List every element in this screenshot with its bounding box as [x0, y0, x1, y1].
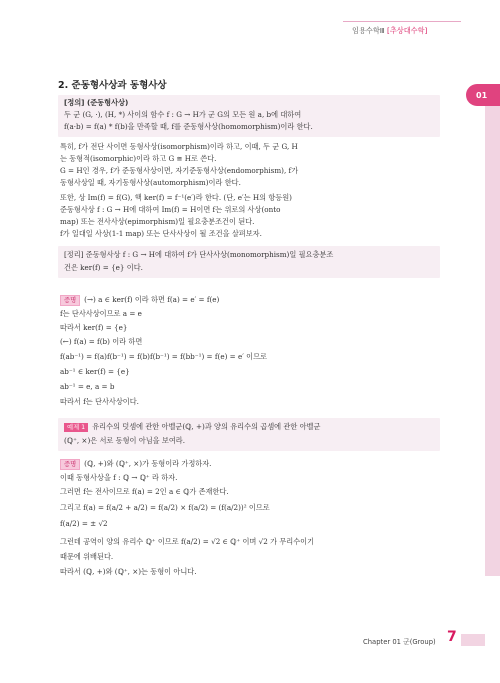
proof1-line: ab⁻¹ = e, a = b — [60, 382, 115, 391]
proof1-text: (→) a ∈ ker(f) 이라 하면 f(a) = e′ = f(e) — [84, 295, 220, 304]
proof2-text: (ℚ, +)와 (ℚ⁺, ×)가 동형이라 가정하자. — [84, 459, 212, 468]
example-text: 유리수의 덧셈에 관한 아벨군(ℚ, +)과 양의 유리수의 곱셈에 관한 아벨군 — [92, 422, 321, 431]
footer-accent-bar — [461, 634, 485, 646]
example-badge: 예제 1 — [64, 423, 88, 432]
definition-line-1: 두 군 (G, ·), (H, *) 사이의 함수 f : G → H가 군 G의 모든 원 a, b에 대하여 — [64, 110, 302, 119]
example-box — [58, 418, 440, 451]
running-header — [352, 26, 427, 36]
body-line: 또한, 상 Im(f) = f(G), 핵 ker(f) = f⁻¹(e′)라 한다. (단, e′는 H의 항등원) — [60, 193, 292, 202]
example-line-1 — [64, 422, 320, 432]
chapter-tab-badge: 01 — [466, 84, 500, 106]
proof-badge: 증명 — [60, 459, 80, 470]
theorem-box — [58, 246, 440, 278]
proof-badge: 증명 — [60, 295, 80, 306]
proof2-line: 그리고 f(a) = f(a/2 + a/2) = f(a/2) × f(a/2) = (f(a/2))² 이므로 — [60, 503, 270, 512]
footer-chapter: Chapter 01 군(Group) — [363, 638, 436, 646]
body-line: 는 동형적(isomorphic)이라 하고 G ≅ H로 쓴다. — [60, 154, 217, 163]
proof2-line-1 — [60, 459, 211, 470]
body-line: 동형사상일 때, 자기동형사상(automorphism)이라 한다. — [60, 178, 241, 187]
theorem-line-1: [정리] 준동형사상 f : G → H에 대하여 f가 단사사상(monomorphism)일 필요충분조 — [64, 250, 334, 259]
proof1-line-1 — [60, 295, 219, 306]
body-line: G = H인 경우, f가 준동형사상이면, 자기준동형사상(endomorphism), f가 — [60, 166, 299, 175]
theorem-line-2: 건은 ker(f) = {e} 이다. — [64, 263, 143, 272]
header-section: [추상대수학] — [387, 26, 428, 35]
body-line: 준동형사상 f : G → H에 대하여 Im(f) = H이면 f는 위로의 사상(onto — [60, 205, 281, 214]
proof2-line: 이때 동형사상을 f : ℚ → ℚ⁺ 라 하자. — [60, 473, 178, 482]
body-line: 특히, f가 전단 사이면 동형사상(isomorphism)이라 하고, 이때, 두 군 G, H — [60, 142, 298, 151]
proof2-line: 그러면 f는 전사이므로 f(a) = 2인 a ∈ ℚ가 존재한다. — [60, 487, 229, 496]
definition-line-2: f(a·b) = f(a) * f(b)을 만족할 때, f를 준동형사상(homomorphism)이라 한다. — [64, 122, 313, 131]
proof1-line: ab⁻¹ ∈ ker(f) = {e} — [60, 367, 130, 376]
page-number: 7 — [447, 629, 457, 645]
proof1-line: 따라서 f는 단사사상이다. — [60, 397, 139, 406]
proof2-line: 그런데 공역이 양의 유리수 ℚ⁺ 이므로 f(a/2) = √2 ∈ ℚ⁺ 이며 √2 가 무리수이기 — [60, 537, 315, 546]
proof2-line: 때문에 위배된다. — [60, 552, 114, 561]
proof2-line: f(a/2) = ± √2 — [60, 519, 108, 528]
example-line-2: (ℚ⁺, ×)은 서로 동형이 아님을 보여라. — [64, 436, 185, 445]
proof1-line: f는 단사사상이므로 a = e — [60, 309, 142, 318]
body-line: map) 또는 전사사상(epimorphism)일 필요충분조건이 된다. — [60, 217, 255, 226]
proof1-line: 따라서 ker(f) = {e} — [60, 323, 128, 332]
proof1-line: (←) f(a) = f(b) 이라 하면 — [60, 337, 143, 346]
chapter-side-bar — [485, 96, 500, 576]
section-title: 2. 준동형사상과 동형사상 — [58, 80, 167, 91]
header-rule — [343, 21, 461, 22]
header-subject: 임용수학Ⅲ — [352, 26, 385, 35]
body-line: f가 일대일 사상(1-1 map) 또는 단사사상이 될 조건을 살펴보자. — [60, 229, 262, 238]
proof1-line: f(ab⁻¹) = f(a)f(b⁻¹) = f(b)f(b⁻¹) = f(bb⁻¹) = f(e) = e′ 이므로 — [60, 352, 267, 361]
proof2-line: 따라서 (ℚ, +)와 (ℚ⁺, ×)는 동형이 아니다. — [60, 567, 197, 576]
definition-title: [정의] (준동형사상) — [64, 98, 129, 107]
definition-box — [58, 95, 440, 137]
